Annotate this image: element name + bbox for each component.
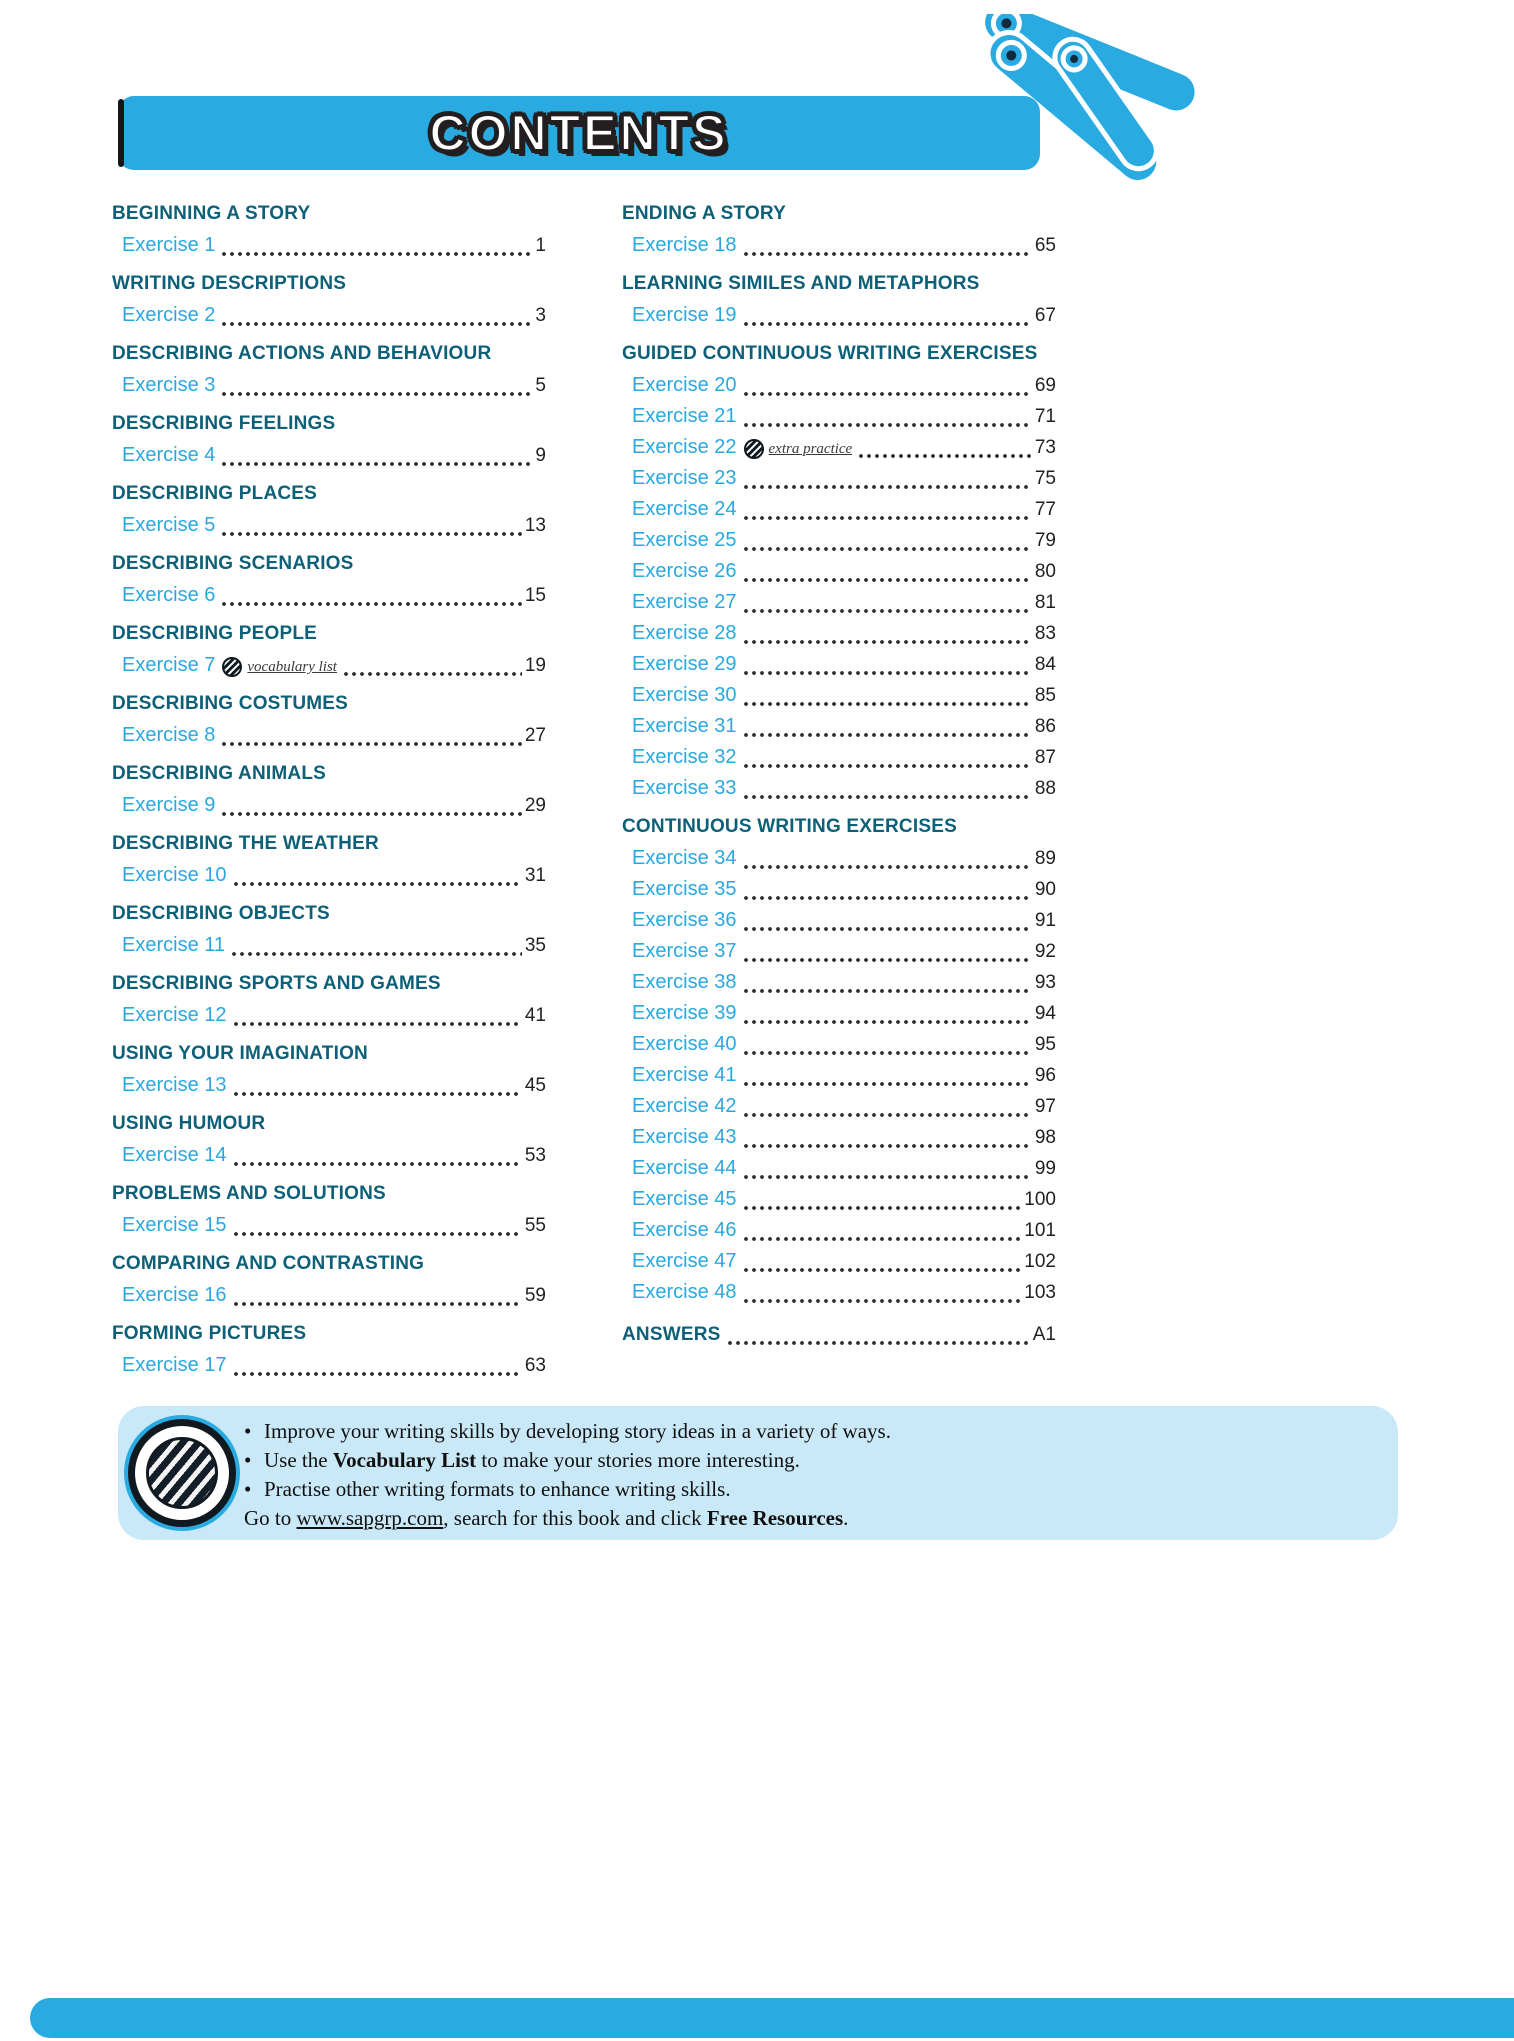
- entry-label: Exercise 9: [122, 794, 216, 816]
- section-heading: DESCRIBING COSTUMES: [112, 693, 349, 714]
- section-heading: DESCRIBING PLACES: [112, 483, 318, 504]
- toc-section: [622, 271, 1056, 330]
- dotted-leader-icon: [742, 1183, 1022, 1214]
- toc-entry[interactable]: [622, 524, 1056, 555]
- page-number: 65: [1034, 235, 1056, 256]
- toc-entry[interactable]: [622, 229, 1056, 260]
- footer-text: Improve your writing skills by developing story ideas in a variety of ways.: [264, 1419, 891, 1443]
- page-number: 3: [535, 305, 546, 326]
- toc-entry[interactable]: [112, 789, 546, 820]
- entry-label: Exercise 34: [632, 847, 737, 869]
- entry-label: Exercise 7: [122, 654, 216, 676]
- footer-bold-text: Free Resources: [706, 1506, 844, 1530]
- toc-right-column: [622, 201, 1056, 1360]
- toc-entry[interactable]: [622, 966, 1056, 997]
- page-number: 73: [1034, 437, 1056, 458]
- toc-entry[interactable]: [112, 1279, 546, 1310]
- page-number: 80: [1034, 561, 1056, 582]
- toc-entry[interactable]: [112, 999, 546, 1030]
- section-heading: DESCRIBING ACTIONS AND BEHAVIOUR: [112, 343, 492, 364]
- toc-section: [112, 761, 546, 820]
- footer-banner: [118, 1406, 1398, 1540]
- dotted-leader-icon: [742, 648, 1032, 679]
- bullet-icon: •: [244, 1448, 252, 1472]
- entry-badge: [744, 439, 853, 459]
- dotted-leader-icon: [232, 1349, 522, 1380]
- page-number: 5: [535, 375, 546, 396]
- dotted-leader-icon: [742, 1028, 1032, 1059]
- toc-entry[interactable]: [112, 1069, 546, 1100]
- dotted-leader-icon: [742, 1152, 1032, 1183]
- toc-entry[interactable]: [622, 1276, 1056, 1307]
- toc-section: [112, 481, 546, 540]
- dotted-leader-icon: [742, 966, 1032, 997]
- toc-entry[interactable]: [112, 859, 546, 890]
- entry-label: Exercise 38: [632, 971, 737, 993]
- page-number: 87: [1034, 747, 1056, 768]
- entry-label: Exercise 40: [632, 1033, 737, 1055]
- entry-label: Exercise 45: [632, 1188, 737, 1210]
- page-number: 15: [524, 585, 546, 606]
- page-number: 53: [524, 1145, 546, 1166]
- page-number: 93: [1034, 972, 1056, 993]
- toc-section: [112, 1111, 546, 1170]
- dotted-leader-icon: [220, 789, 521, 820]
- dotted-leader-icon: [742, 555, 1032, 586]
- dotted-leader-icon: [742, 679, 1032, 710]
- toc-section: [112, 971, 546, 1030]
- toc-entry[interactable]: [622, 369, 1056, 400]
- sap-logo-icon: [222, 657, 242, 677]
- dotted-leader-icon: [220, 369, 532, 400]
- section-heading: ENDING A STORY: [622, 203, 786, 224]
- section-heading: USING YOUR IMAGINATION: [112, 1043, 368, 1064]
- toc-entry[interactable]: [622, 1245, 1056, 1276]
- toc-entry[interactable]: [112, 579, 546, 610]
- entry-label: Exercise 39: [632, 1002, 737, 1024]
- dotted-leader-icon: [742, 772, 1032, 803]
- dotted-leader-icon: [742, 741, 1032, 772]
- page-number: 41: [524, 1005, 546, 1026]
- page-number: 95: [1034, 1034, 1056, 1055]
- toc-section: [112, 621, 546, 680]
- badge-label: extra practice: [768, 441, 853, 457]
- entry-label: Exercise 11: [122, 934, 226, 956]
- page-number: 55: [524, 1215, 546, 1236]
- toc-entry[interactable]: [622, 400, 1056, 431]
- toc-entry[interactable]: [112, 369, 546, 400]
- entry-label: Exercise 15: [122, 1214, 227, 1236]
- dotted-leader-icon: [742, 299, 1032, 330]
- toc-entry[interactable]: [622, 1214, 1056, 1245]
- page-number: 35: [524, 935, 546, 956]
- footer-bullet-line: [244, 1475, 1380, 1504]
- toc-entry[interactable]: [622, 1121, 1056, 1152]
- page-number: 31: [524, 865, 546, 886]
- dotted-leader-icon: [742, 935, 1032, 966]
- section-heading: DESCRIBING SPORTS AND GAMES: [112, 973, 441, 994]
- dotted-leader-icon: [742, 904, 1032, 935]
- dotted-leader-icon: [232, 1279, 522, 1310]
- toc-section: [112, 691, 546, 750]
- bullet-icon: •: [244, 1419, 252, 1443]
- entry-label: Exercise 1: [122, 234, 216, 256]
- page-number: 103: [1024, 1282, 1056, 1303]
- dotted-leader-icon: [742, 369, 1032, 400]
- dotted-leader-icon: [742, 586, 1032, 617]
- page-number: 63: [524, 1355, 546, 1376]
- toc-section: [112, 271, 546, 330]
- dotted-leader-icon: [220, 439, 532, 470]
- dotted-leader-icon: [742, 1059, 1032, 1090]
- toc-entry[interactable]: [112, 929, 546, 960]
- toc-section: [112, 1181, 546, 1240]
- toc-entry[interactable]: [622, 299, 1056, 330]
- entry-label: Exercise 41: [632, 1064, 737, 1086]
- dotted-leader-icon: [742, 462, 1032, 493]
- toc-entry[interactable]: [112, 719, 546, 750]
- entry-label: Exercise 27: [632, 591, 737, 613]
- toc-entry[interactable]: [112, 1349, 546, 1380]
- section-heading: COMPARING AND CONTRASTING: [112, 1253, 425, 1274]
- toc-entry[interactable]: [622, 555, 1056, 586]
- section-heading: FORMING PICTURES: [112, 1323, 307, 1344]
- section-heading: GUIDED CONTINUOUS WRITING EXERCISES: [622, 343, 1038, 364]
- entry-label: ANSWERS: [622, 1324, 721, 1345]
- entry-label: Exercise 26: [632, 560, 737, 582]
- dotted-leader-icon: [220, 299, 532, 330]
- section-heading: WRITING DESCRIPTIONS: [112, 273, 347, 294]
- dotted-leader-icon: [857, 431, 1032, 462]
- dotted-leader-icon: [232, 859, 522, 890]
- toc-entry[interactable]: [112, 509, 546, 540]
- entry-label: Exercise 43: [632, 1126, 737, 1148]
- section-heading: DESCRIBING THE WEATHER: [112, 833, 379, 854]
- toc-section: [112, 901, 546, 960]
- page-title: CONTENTS: [429, 105, 729, 161]
- dotted-leader-icon: [742, 1090, 1032, 1121]
- sap-logo-icon: [744, 439, 764, 459]
- page-number: 1: [535, 235, 546, 256]
- website-link[interactable]: www.sapgrp.com: [296, 1506, 444, 1530]
- dotted-leader-icon: [742, 1121, 1032, 1152]
- toc-section: [112, 551, 546, 610]
- toc-entry[interactable]: [622, 1318, 1056, 1349]
- entry-label: Exercise 29: [632, 653, 737, 675]
- entry-label: Exercise 23: [632, 467, 737, 489]
- footer-text: , search for this book and click: [443, 1506, 707, 1530]
- dotted-leader-icon: [726, 1318, 1030, 1349]
- entry-label: Exercise 21: [632, 405, 737, 427]
- entry-label: Exercise 12: [122, 1004, 227, 1026]
- toc-section: [622, 1318, 1056, 1349]
- dotted-leader-icon: [220, 509, 521, 540]
- section-heading: DESCRIBING ANIMALS: [112, 763, 327, 784]
- page-number: 27: [524, 725, 546, 746]
- page-number: 99: [1034, 1158, 1056, 1179]
- page-number: 89: [1034, 848, 1056, 869]
- dotted-leader-icon: [742, 997, 1032, 1028]
- section-heading: CONTINUOUS WRITING EXERCISES: [622, 816, 957, 837]
- toc-entry[interactable]: [112, 299, 546, 330]
- toc-entry[interactable]: [622, 431, 1056, 462]
- dotted-leader-icon: [742, 1276, 1022, 1307]
- toc-entry[interactable]: [112, 439, 546, 470]
- page-number: 85: [1034, 685, 1056, 706]
- toc-entry[interactable]: [622, 935, 1056, 966]
- bottom-bar: [30, 1998, 1514, 2038]
- entry-label: Exercise 6: [122, 584, 216, 606]
- dotted-leader-icon: [742, 229, 1032, 260]
- page-number: 86: [1034, 716, 1056, 737]
- toc-entry[interactable]: [622, 586, 1056, 617]
- entry-label: Exercise 31: [632, 715, 737, 737]
- page-number: 9: [535, 445, 546, 466]
- publisher-logo-icon: [128, 1419, 236, 1527]
- page-number: 100: [1024, 1189, 1056, 1210]
- section-heading: BEGINNING A STORY: [112, 203, 311, 224]
- page-number: 98: [1034, 1127, 1056, 1148]
- entry-label: Exercise 3: [122, 374, 216, 396]
- dotted-leader-icon: [742, 842, 1032, 873]
- entry-label: Exercise 35: [632, 878, 737, 900]
- toc-entry[interactable]: [622, 1183, 1056, 1214]
- dotted-leader-icon: [342, 649, 522, 680]
- page-number: 101: [1024, 1220, 1056, 1241]
- entry-label: Exercise 14: [122, 1144, 227, 1166]
- toc-entry[interactable]: [622, 873, 1056, 904]
- toc-entry[interactable]: [622, 710, 1056, 741]
- page-number: 92: [1034, 941, 1056, 962]
- section-heading: LEARNING SIMILES AND METAPHORS: [622, 273, 980, 294]
- dotted-leader-icon: [742, 617, 1032, 648]
- toc-entry[interactable]: [112, 1209, 546, 1240]
- footer-text: .: [843, 1506, 849, 1530]
- toc-entry[interactable]: [622, 648, 1056, 679]
- entry-label: Exercise 13: [122, 1074, 227, 1096]
- toc-entry[interactable]: [622, 617, 1056, 648]
- page-number: 90: [1034, 879, 1056, 900]
- footer-text: Use the: [264, 1448, 333, 1472]
- entry-label: Exercise 36: [632, 909, 737, 931]
- contents-banner: [118, 96, 1040, 170]
- page-number: 19: [524, 655, 546, 676]
- footer-text-block: [244, 1406, 1398, 1533]
- badge-label: vocabulary list: [247, 659, 337, 675]
- section-heading: DESCRIBING SCENARIOS: [112, 553, 354, 574]
- toc-section: [112, 831, 546, 890]
- footer-text: to make your stories more interesting.: [476, 1448, 800, 1472]
- entry-label: Exercise 33: [632, 777, 737, 799]
- toc-entry[interactable]: [622, 772, 1056, 803]
- page-number: 79: [1034, 530, 1056, 551]
- page-number: 94: [1034, 1003, 1056, 1024]
- entry-label: Exercise 2: [122, 304, 216, 326]
- page-number: 102: [1024, 1251, 1056, 1272]
- page-number: 77: [1034, 499, 1056, 520]
- toc-entry[interactable]: [112, 1139, 546, 1170]
- entry-label: Exercise 42: [632, 1095, 737, 1117]
- toc-entry[interactable]: [622, 1152, 1056, 1183]
- page-number: 88: [1034, 778, 1056, 799]
- footer-bullet-line: [244, 1446, 1380, 1475]
- toc-entry[interactable]: [622, 997, 1056, 1028]
- page-number: 45: [524, 1075, 546, 1096]
- entry-label: Exercise 25: [632, 529, 737, 551]
- toc-entry[interactable]: [622, 462, 1056, 493]
- toc-entry[interactable]: [622, 1090, 1056, 1121]
- entry-label: Exercise 5: [122, 514, 216, 536]
- dotted-leader-icon: [232, 1139, 522, 1170]
- footer-note-line: [244, 1504, 1380, 1533]
- toc-entry[interactable]: [622, 904, 1056, 935]
- toc-entry[interactable]: [622, 1059, 1056, 1090]
- page-number: 69: [1034, 375, 1056, 396]
- page-number: 96: [1034, 1065, 1056, 1086]
- entry-label: Exercise 46: [632, 1219, 737, 1241]
- page-number: 29: [524, 795, 546, 816]
- entry-label: Exercise 37: [632, 940, 737, 962]
- entry-label: Exercise 20: [632, 374, 737, 396]
- toc-section: [112, 1041, 546, 1100]
- toc-section: [112, 1321, 546, 1380]
- dotted-leader-icon: [220, 719, 521, 750]
- page-number: 81: [1034, 592, 1056, 613]
- page-number: 67: [1034, 305, 1056, 326]
- page-number: 71: [1034, 406, 1056, 427]
- toc-entry[interactable]: [112, 229, 546, 260]
- dotted-leader-icon: [232, 1209, 522, 1240]
- dotted-leader-icon: [742, 873, 1032, 904]
- toc-left-column: [112, 201, 546, 1391]
- section-heading: PROBLEMS AND SOLUTIONS: [112, 1183, 386, 1204]
- page-number: 59: [524, 1285, 546, 1306]
- entry-label: Exercise 10: [122, 864, 227, 886]
- footer-bold-text: Vocabulary List: [332, 1448, 477, 1472]
- dotted-leader-icon: [742, 1245, 1022, 1276]
- entry-label: Exercise 22: [632, 436, 737, 458]
- entry-label: Exercise 48: [632, 1281, 737, 1303]
- toc-entry[interactable]: [622, 842, 1056, 873]
- toc-entry[interactable]: [622, 1028, 1056, 1059]
- dotted-leader-icon: [742, 493, 1032, 524]
- toc-entry[interactable]: [112, 649, 546, 680]
- page-number: 91: [1034, 910, 1056, 931]
- dotted-leader-icon: [742, 524, 1032, 555]
- toc-section: [112, 201, 546, 260]
- footer-bullet-line: [244, 1417, 1380, 1446]
- section-heading: DESCRIBING OBJECTS: [112, 903, 330, 924]
- entry-label: Exercise 30: [632, 684, 737, 706]
- entry-label: Exercise 19: [632, 304, 737, 326]
- toc-section: [112, 341, 546, 400]
- entry-badge: [222, 657, 337, 677]
- entry-label: Exercise 17: [122, 1354, 227, 1376]
- toc-entry[interactable]: [622, 679, 1056, 710]
- toc-section: [622, 201, 1056, 260]
- toc-section: [112, 411, 546, 470]
- publisher-logo-inner-icon: [146, 1437, 218, 1509]
- dotted-leader-icon: [230, 929, 522, 960]
- dotted-leader-icon: [742, 710, 1032, 741]
- page-number: 84: [1034, 654, 1056, 675]
- toc-section: [622, 814, 1056, 1307]
- toc-section: [622, 341, 1056, 803]
- section-heading: DESCRIBING PEOPLE: [112, 623, 318, 644]
- entry-label: Exercise 8: [122, 724, 216, 746]
- bullet-icon: •: [244, 1477, 252, 1501]
- toc-entry[interactable]: [622, 493, 1056, 524]
- toc-entry[interactable]: [622, 741, 1056, 772]
- dotted-leader-icon: [220, 229, 532, 260]
- entry-label: Exercise 16: [122, 1284, 227, 1306]
- dotted-leader-icon: [742, 1214, 1022, 1245]
- dotted-leader-icon: [742, 400, 1032, 431]
- page-number: 97: [1034, 1096, 1056, 1117]
- dotted-leader-icon: [232, 999, 522, 1030]
- entry-label: Exercise 28: [632, 622, 737, 644]
- footer-text: Go to: [244, 1506, 297, 1530]
- entry-label: Exercise 24: [632, 498, 737, 520]
- section-heading: USING HUMOUR: [112, 1113, 266, 1134]
- entry-label: Exercise 18: [632, 234, 737, 256]
- page-number: A1: [1032, 1324, 1056, 1345]
- dotted-leader-icon: [220, 579, 521, 610]
- entry-label: Exercise 4: [122, 444, 216, 466]
- toc-section: [112, 1251, 546, 1310]
- page-number: 75: [1034, 468, 1056, 489]
- dotted-leader-icon: [232, 1069, 522, 1100]
- section-heading: DESCRIBING FEELINGS: [112, 413, 336, 434]
- footer-text: Practise other writing formats to enhance writing skills.: [264, 1477, 731, 1501]
- page-number: 83: [1034, 623, 1056, 644]
- entry-label: Exercise 32: [632, 746, 737, 768]
- page-number: 13: [524, 515, 546, 536]
- entry-label: Exercise 44: [632, 1157, 737, 1179]
- entry-label: Exercise 47: [632, 1250, 737, 1272]
